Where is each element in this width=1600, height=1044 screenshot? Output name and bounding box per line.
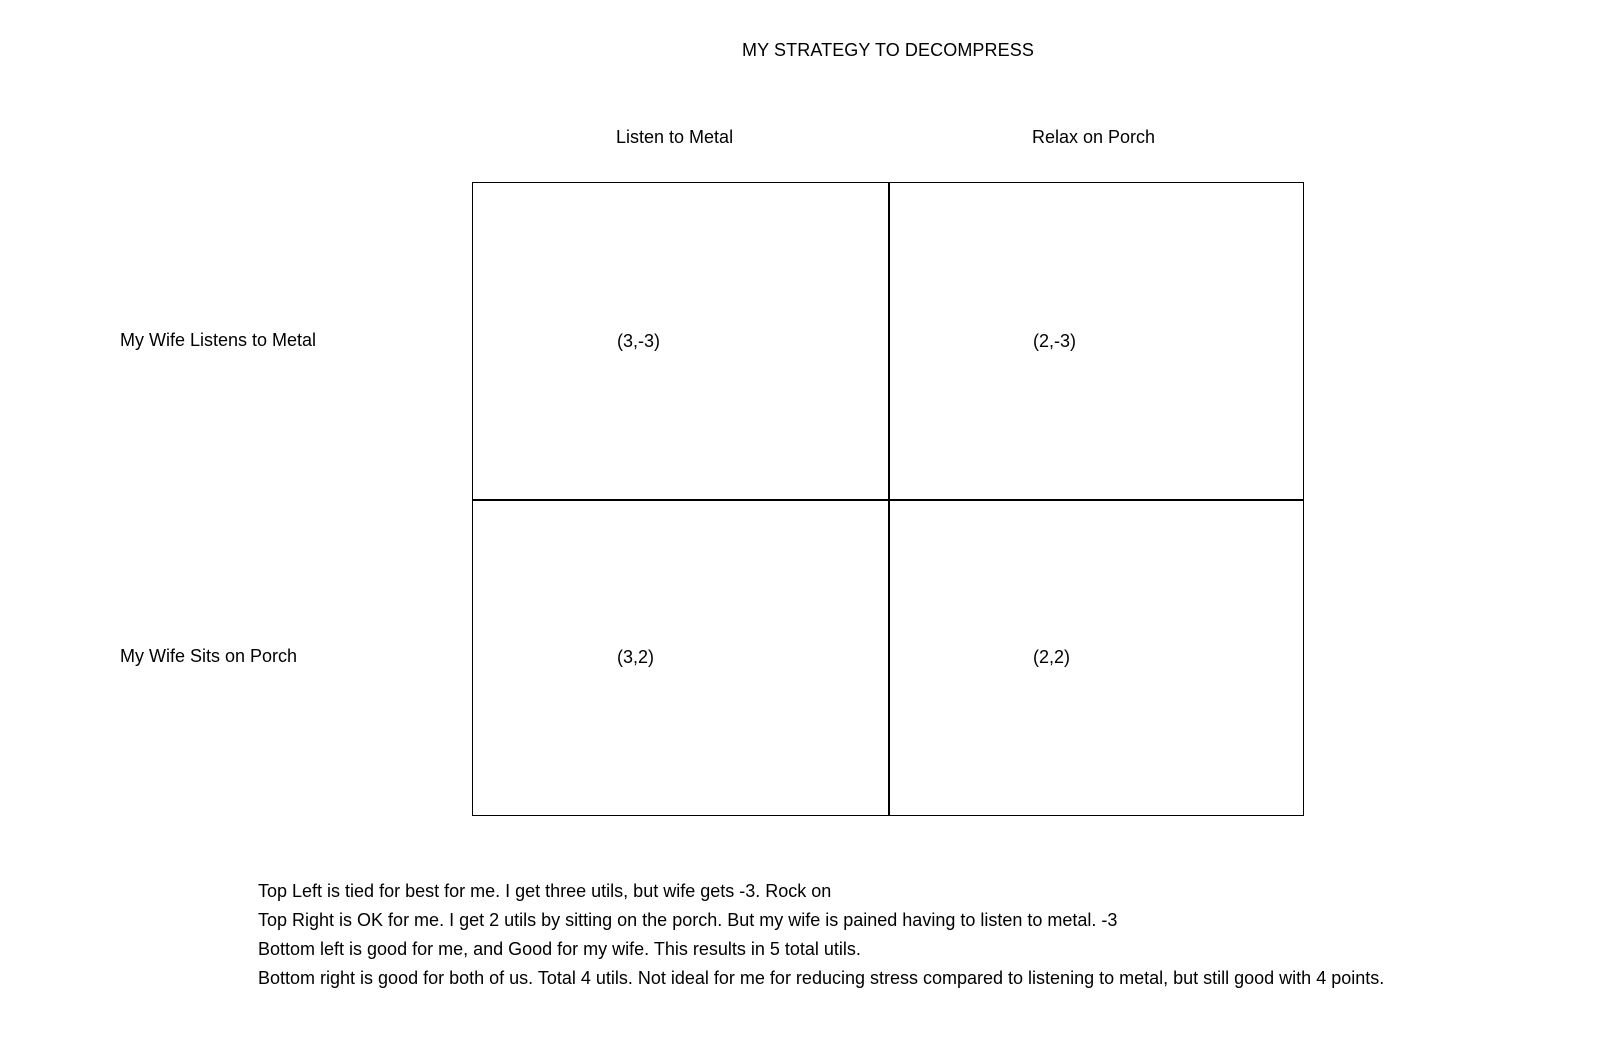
- note-bottom-right: Bottom right is good for both of us. Total 4 utils. Not ideal for me for reducing stress compared to listening to metal, but still good with 4 points.: [258, 968, 1385, 988]
- payoff-top-right: (2,-3): [1033, 331, 1077, 351]
- payoff-matrix: [472, 182, 1304, 816]
- row-header-wife-sits-on-porch: My Wife Sits on Porch: [120, 646, 298, 666]
- column-header-relax-on-porch: Relax on Porch: [1032, 127, 1156, 147]
- payoff-bottom-right: (2,2): [1033, 647, 1071, 667]
- note-top-right: Top Right is OK for me. I get 2 utils by sitting on the porch. But my wife is pained having to listen to metal. -3: [258, 910, 1118, 930]
- row-header-wife-listens-to-metal: My Wife Listens to Metal: [120, 330, 317, 350]
- payoff-top-left: (3,-3): [617, 331, 661, 351]
- matrix-horizontal-divider: [473, 499, 1303, 501]
- note-bottom-left: Bottom left is good for me, and Good for my wife. This results in 5 total utils.: [258, 939, 861, 959]
- payoff-bottom-left: (3,2): [617, 647, 655, 667]
- explanation-notes: [258, 877, 1384, 993]
- diagram-title: MY STRATEGY TO DECOMPRESS: [742, 40, 1034, 60]
- column-header-listen-to-metal: Listen to Metal: [616, 127, 734, 147]
- note-top-left: Top Left is tied for best for me. I get three utils, but wife gets -3. Rock on: [258, 881, 832, 901]
